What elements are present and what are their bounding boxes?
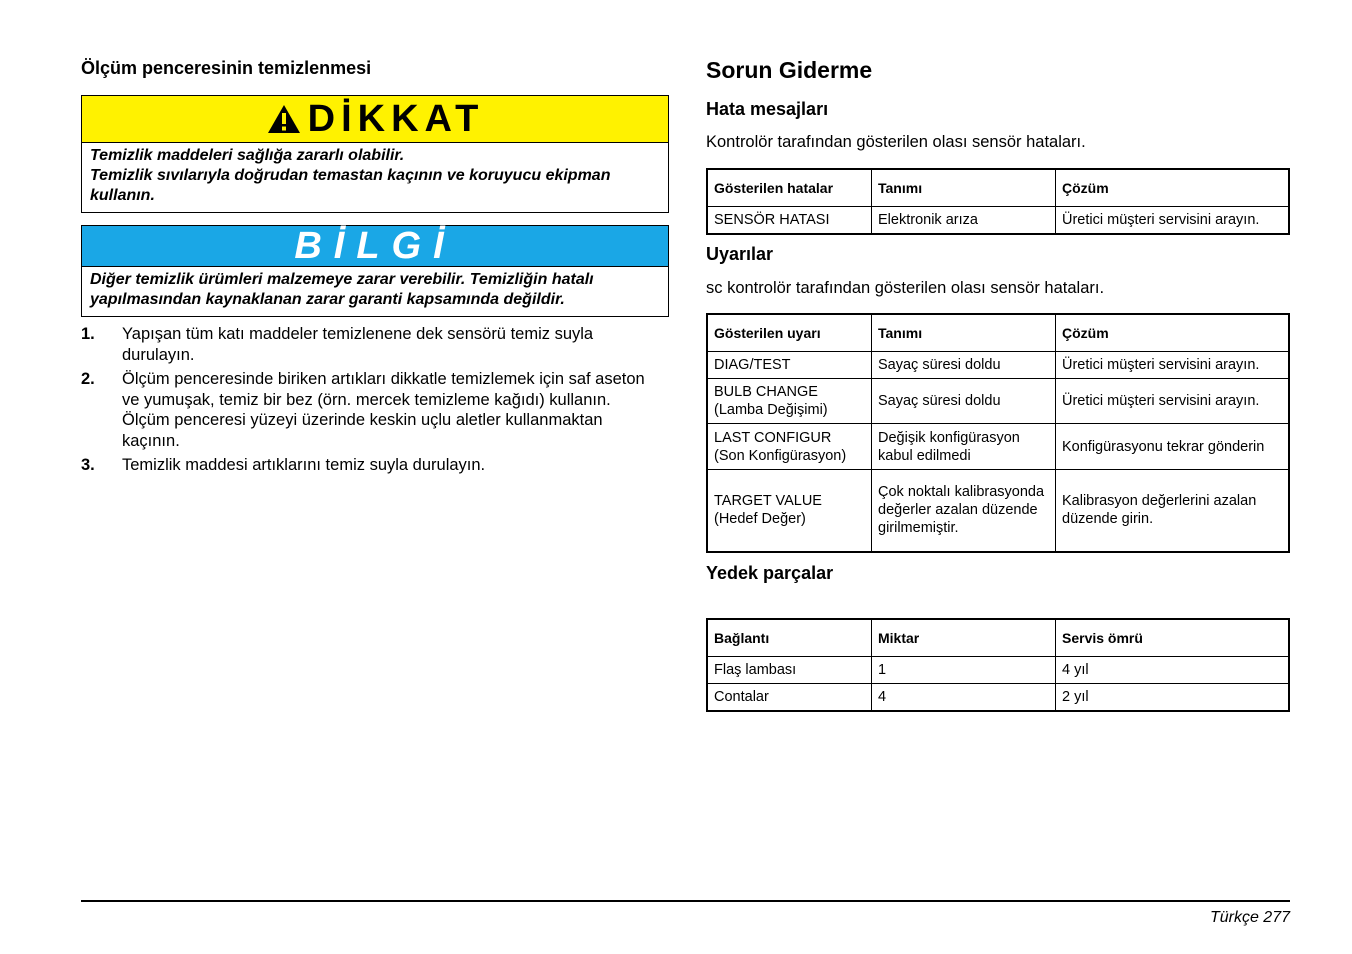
table-cell: Contalar	[707, 684, 872, 711]
danger-line-1: Temizlik maddeleri sağlığa zararlı olabilir.	[90, 147, 405, 164]
table-header-cell: Çözüm	[1056, 169, 1290, 207]
danger-body	[82, 143, 668, 212]
table-row	[707, 470, 1289, 552]
table-header-row	[707, 314, 1289, 352]
table-cell: 4 yıl	[1056, 657, 1290, 684]
step-text: Ölçüm penceresinde biriken artıkları dikkatle temizlemek için saf aseton ve yumuşak, temiz bir bez (örn. mercek temizleme kağıdı) kullanın. Ölçüm penceresi yüzeyi üzerinde keskin uçlu aletler kullanmaktan kaçının.	[122, 370, 645, 450]
parts-heading: Yedek parçalar	[706, 563, 834, 583]
table-cell: Sayaç süresi doldu	[872, 379, 1056, 424]
list-item	[81, 369, 661, 451]
danger-title: DİKKAT	[307, 97, 485, 140]
table-cell: Çok noktalı kalibrasyonda değerler azalan düzende girilmemiştir.	[872, 470, 1056, 552]
info-body: Diğer temizlik ürümleri malzemeye zarar verebilir. Temizliğin hatalı yapılmasından kaynaklanan zarar garanti kapsamında değildir.	[90, 271, 594, 308]
list-item	[81, 324, 661, 365]
danger-header	[82, 96, 668, 143]
table-header-cell: Miktar	[872, 619, 1056, 657]
table-header-row	[707, 619, 1289, 657]
table-header-cell: Servis ömrü	[1056, 619, 1290, 657]
table-row	[707, 684, 1289, 711]
step-text: Temizlik maddesi artıklarını temiz suyla durulayın.	[122, 456, 486, 474]
table-row	[707, 207, 1289, 234]
warnings-intro: sc kontrolör tarafından gösterilen olası sensör hataları.	[706, 279, 1105, 297]
table-cell: Konfigürasyonu tekrar gönderin	[1056, 424, 1290, 470]
errors-heading: Hata mesajları	[706, 99, 829, 119]
table-cell: Üretici müşteri servisini arayın.	[1056, 207, 1290, 234]
table-cell: 1	[872, 657, 1056, 684]
table-cell: Üretici müşteri servisini arayın.	[1056, 352, 1290, 379]
table-header-cell: Tanımı	[872, 314, 1056, 352]
table-header-cell: Çözüm	[1056, 314, 1290, 352]
errors-table	[706, 168, 1290, 235]
warnings-table	[706, 313, 1290, 553]
danger-line-2: Temizlik sıvılarıyla doğrudan temastan kaçının ve koruyucu ekipman kullanın.	[90, 167, 611, 204]
table-header-cell: Bağlantı	[707, 619, 872, 657]
parts-table	[706, 618, 1290, 712]
table-header-cell: Gösterilen hatalar	[707, 169, 872, 207]
table-row	[707, 424, 1289, 470]
table-cell: TARGET VALUE (Hedef Değer)	[707, 470, 872, 552]
table-cell: DIAG/TEST	[707, 352, 872, 379]
table-row	[707, 657, 1289, 684]
table-cell: Flaş lambası	[707, 657, 872, 684]
errors-intro: Kontrolör tarafından gösterilen olası sensör hataları.	[706, 133, 1086, 151]
table-cell: LAST CONFIGUR (Son Konfigürasyon)	[707, 424, 872, 470]
table-row	[707, 379, 1289, 424]
step-number: 2.	[81, 370, 95, 388]
step-text: Yapışan tüm katı maddeler temizlenene dek sensörü temiz suyla durulayın.	[122, 325, 594, 364]
table-cell: Kalibrasyon değerlerini azalan düzende girin.	[1056, 470, 1290, 552]
table-cell: Değişik konfigürasyon kabul edilmedi	[872, 424, 1056, 470]
table-row	[707, 352, 1289, 379]
cleaning-steps	[81, 324, 661, 480]
step-number: 3.	[81, 456, 95, 474]
danger-notice	[81, 95, 669, 213]
step-number: 1.	[81, 325, 95, 343]
table-cell: 4	[872, 684, 1056, 711]
table-cell: BULB CHANGE (Lamba Değişimi)	[707, 379, 872, 424]
page-number: Türkçe 277	[1209, 909, 1290, 926]
warning-triangle-icon	[266, 103, 302, 135]
table-cell: Sayaç süresi doldu	[872, 352, 1056, 379]
table-header-cell: Gösterilen uyarı	[707, 314, 872, 352]
footer-rule	[81, 900, 1290, 902]
table-cell: SENSÖR HATASI	[707, 207, 872, 234]
page-section-title: Sorun Giderme	[706, 57, 873, 83]
table-cell: Üretici müşteri servisini arayın.	[1056, 379, 1290, 424]
table-header-row	[707, 169, 1289, 207]
info-header	[82, 226, 668, 267]
warnings-heading: Uyarılar	[706, 244, 774, 264]
list-item	[81, 455, 661, 476]
table-cell: Elektronik arıza	[872, 207, 1056, 234]
info-title: BİLGİ	[294, 224, 456, 267]
section-heading-cleaning: Ölçüm penceresinin temizlenmesi	[81, 58, 372, 78]
info-notice	[81, 225, 669, 317]
table-cell: 2 yıl	[1056, 684, 1290, 711]
table-header-cell: Tanımı	[872, 169, 1056, 207]
